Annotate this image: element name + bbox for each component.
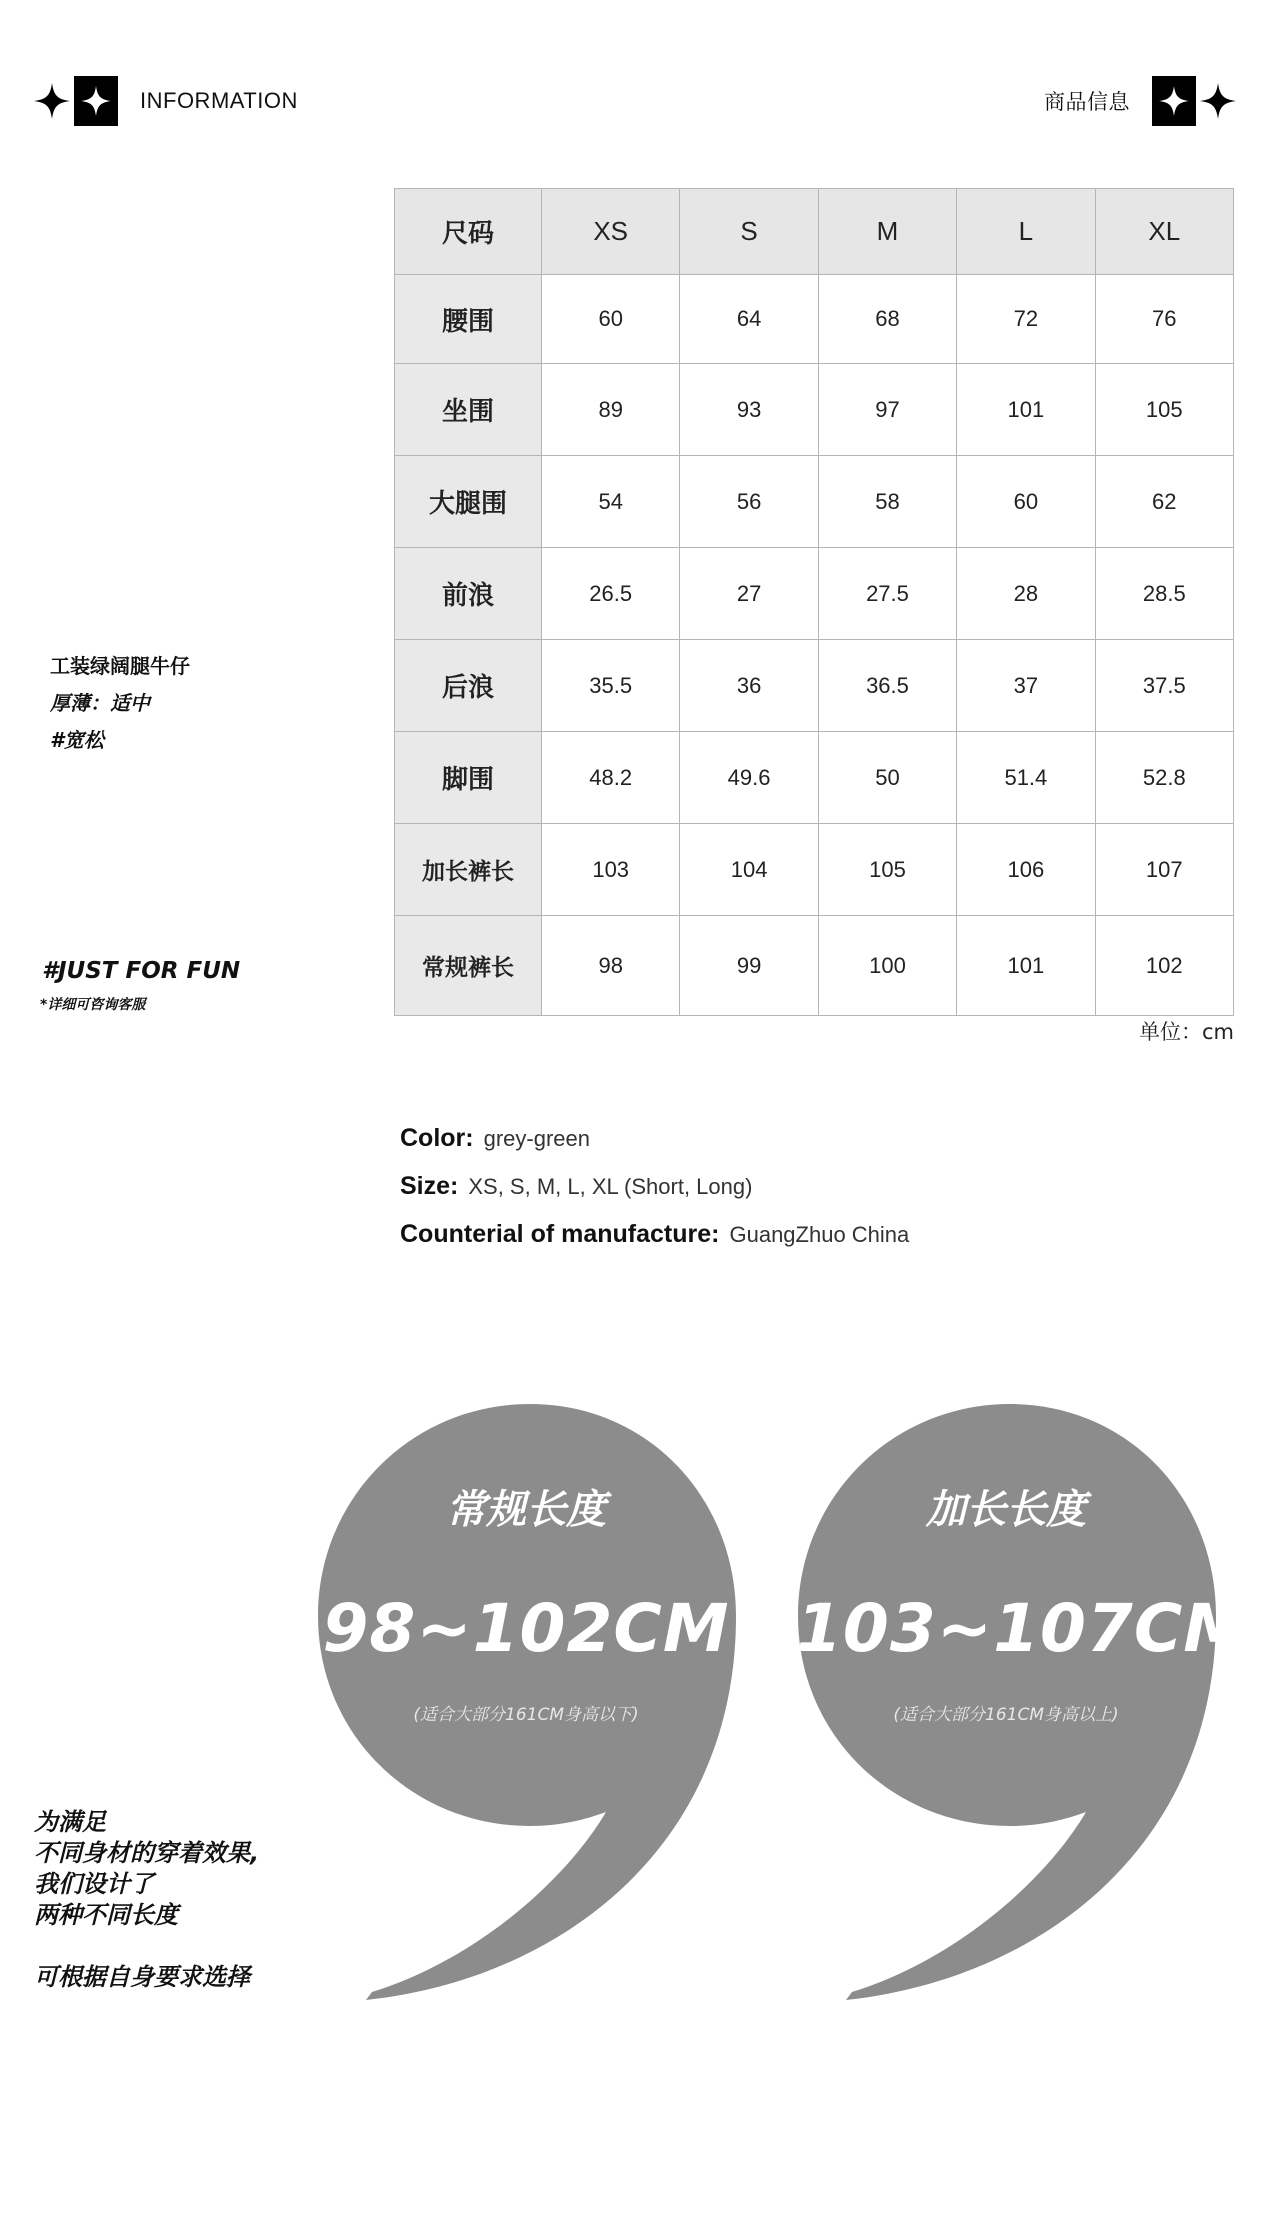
size-m: M — [818, 189, 956, 275]
table-row — [395, 640, 1234, 732]
product-side-note — [50, 648, 190, 759]
sparkle-icon — [1200, 83, 1236, 119]
table-cell: 89 — [542, 364, 680, 456]
table-cell: 72 — [957, 275, 1095, 364]
row-label: 前浪 — [395, 548, 542, 640]
product-name: 工装绿阔腿牛仔 — [50, 654, 190, 678]
table-cell: 101 — [957, 916, 1095, 1016]
sparkle-icon — [34, 83, 70, 119]
row-label: 后浪 — [395, 640, 542, 732]
regular-length-range: 98~102CM — [322, 1590, 730, 1667]
table-cell: 48.2 — [542, 732, 680, 824]
row-label: 常规裤长 — [395, 916, 542, 1016]
tagline-sub: *详细可咨询客服 — [40, 997, 146, 1013]
table-cell: 99 — [680, 916, 818, 1016]
regular-length-note: (适合大部分161CM身高以下) — [413, 1705, 639, 1725]
size-s: S — [680, 189, 818, 275]
regular-length-title: 常规长度 — [446, 1487, 606, 1533]
size-xs: XS — [542, 189, 680, 275]
table-cell: 27.5 — [818, 548, 956, 640]
table-row — [395, 548, 1234, 640]
spec-origin-value: GuangZhuo China — [729, 1222, 910, 1247]
note-line: 我们设计了 — [34, 1870, 154, 1898]
table-cell: 103 — [542, 824, 680, 916]
spec-origin-label: Counterial of manufacture: — [400, 1220, 720, 1248]
spec-size-value: XS, S, M, L, XL (Short, Long) — [468, 1174, 753, 1199]
boxed-sparkle-icon — [1152, 76, 1196, 126]
spec-size-label: Size: — [400, 1172, 459, 1200]
row-label: 脚围 — [395, 732, 542, 824]
row-label: 加长裤长 — [395, 824, 542, 916]
fit-tag: #宽松 — [50, 728, 104, 752]
table-cell: 26.5 — [542, 548, 680, 640]
row-label: 腰围 — [395, 275, 542, 364]
table-cell: 105 — [1095, 364, 1233, 456]
table-cell: 98 — [542, 916, 680, 1016]
boxed-sparkle-icon — [74, 76, 118, 126]
table-cell: 106 — [957, 824, 1095, 916]
table-cell: 64 — [680, 275, 818, 364]
length-explanation — [34, 1807, 259, 1993]
table-cell: 93 — [680, 364, 818, 456]
table-cell: 36 — [680, 640, 818, 732]
table-row — [395, 364, 1234, 456]
table-row — [395, 916, 1234, 1016]
table-cell: 97 — [818, 364, 956, 456]
table-cell: 56 — [680, 456, 818, 548]
product-info-label: 商品信息 — [1044, 91, 1130, 114]
note-line: 可根据自身要求选择 — [34, 1963, 250, 1991]
table-row — [395, 824, 1234, 916]
note-line: 不同身材的穿着效果, — [34, 1839, 260, 1867]
spec-size — [400, 1172, 752, 1201]
table-cell: 54 — [542, 456, 680, 548]
table-cell: 101 — [957, 364, 1095, 456]
size-l: L — [957, 189, 1095, 275]
table-cell: 60 — [542, 275, 680, 364]
header-right — [1044, 76, 1236, 126]
spec-color-label: Color: — [400, 1124, 474, 1152]
size-header-label: 尺码 — [395, 189, 542, 275]
long-length-range: 103~107CM — [796, 1590, 1250, 1667]
table-cell: 60 — [957, 456, 1095, 548]
table-cell: 76 — [1095, 275, 1233, 364]
table-cell: 102 — [1095, 916, 1233, 1016]
size-xl: XL — [1095, 189, 1233, 275]
spec-color-value: grey-green — [483, 1126, 590, 1151]
thickness-note: 厚薄：适中 — [50, 691, 150, 715]
table-cell: 37 — [957, 640, 1095, 732]
table-cell: 49.6 — [680, 732, 818, 824]
tagline: #JUST FOR FUN — [42, 958, 241, 984]
table-cell: 100 — [818, 916, 956, 1016]
header-left — [34, 76, 298, 126]
size-table — [394, 188, 1234, 1016]
table-header-row — [395, 189, 1234, 275]
information-label: INFORMATION — [140, 88, 298, 113]
spec-origin — [400, 1220, 909, 1249]
long-length-note: (适合大部分161CM身高以上) — [893, 1705, 1119, 1725]
table-cell: 36.5 — [818, 640, 956, 732]
table-cell: 28.5 — [1095, 548, 1233, 640]
table-cell: 104 — [680, 824, 818, 916]
table-cell: 51.4 — [957, 732, 1095, 824]
table-cell: 37.5 — [1095, 640, 1233, 732]
table-cell: 52.8 — [1095, 732, 1233, 824]
table-cell: 50 — [818, 732, 956, 824]
table-cell: 68 — [818, 275, 956, 364]
table-cell: 62 — [1095, 456, 1233, 548]
note-line: 为满足 — [34, 1808, 106, 1836]
unit-label: 单位：cm — [1138, 1020, 1234, 1044]
long-length-title: 加长长度 — [926, 1487, 1086, 1533]
row-label: 坐围 — [395, 364, 542, 456]
row-label: 大腿围 — [395, 456, 542, 548]
table-row — [395, 732, 1234, 824]
table-cell: 35.5 — [542, 640, 680, 732]
table-cell: 107 — [1095, 824, 1233, 916]
spec-color — [400, 1124, 590, 1153]
note-line: 两种不同长度 — [34, 1901, 178, 1929]
table-row — [395, 275, 1234, 364]
table-cell: 28 — [957, 548, 1095, 640]
table-row — [395, 456, 1234, 548]
table-cell: 105 — [818, 824, 956, 916]
table-cell: 27 — [680, 548, 818, 640]
table-cell: 58 — [818, 456, 956, 548]
